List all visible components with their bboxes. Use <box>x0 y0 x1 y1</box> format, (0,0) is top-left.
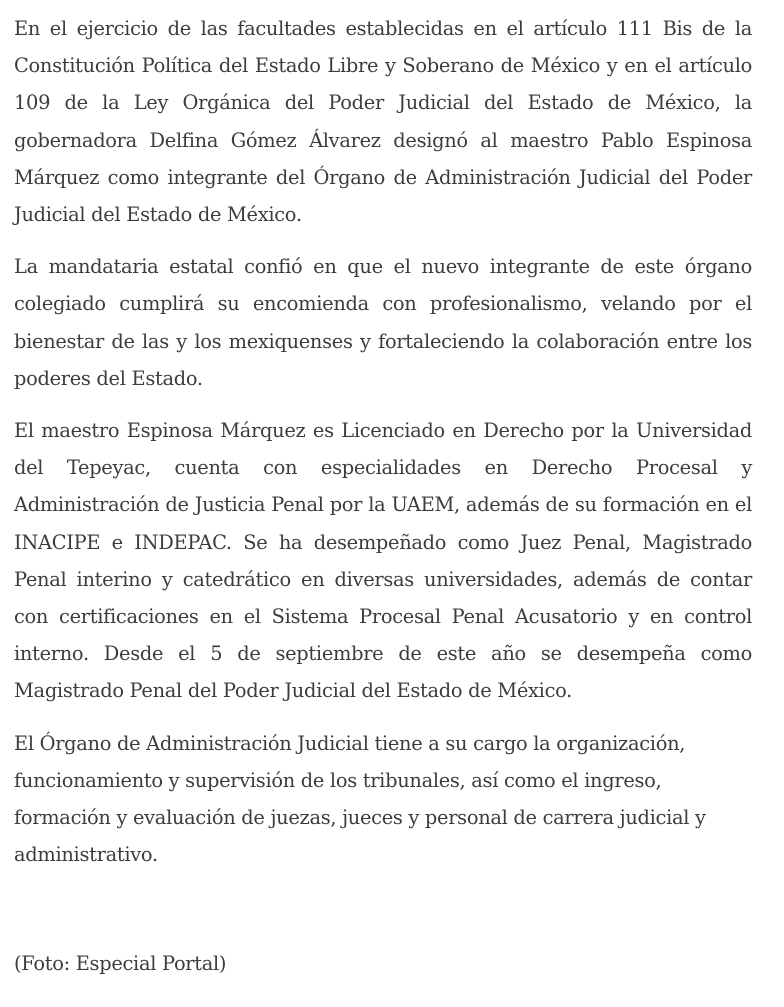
paragraph-organ-duties: El Órgano de Administración Judicial tiene a su cargo la organización, funcionamiento y supervisión de los tribunales, así como el ingreso, formación y evaluación de juezas, jueces y personal de carrera judicial y administrativo. <box>14 731 706 867</box>
article-body <box>14 10 752 888</box>
photo-credit: (Foto: Especial Portal) <box>14 952 227 975</box>
paragraph-designation: En el ejercicio de las facultades establecidas en el artículo 111 Bis de la Constitución Política del Estado Libre y Soberano de México y en el artículo 109 de la Ley Orgánica del Poder Judicial del Estado de México, la gobernadora Delfina Gómez Álvarez designó al maestro Pablo Espinosa Márquez como integrante del Órgano de Administración Judicial del Poder Judicial del Estado de México. <box>14 17 752 227</box>
paragraph-governor-statement: La mandataria estatal confió en que el nuevo integrante de este órgano colegiado cumplirá su encomienda con profesionalismo, velando por el bienestar de las y los mexiquenses y fortaleciendo la colaboración entre los poderes del Estado. <box>14 255 752 390</box>
paragraph-biography: El maestro Espinosa Márquez es Licenciado en Derecho por la Universidad del Tepeyac, cuenta con especialidades en Derecho Procesal y Administración de Justicia Penal por la UAEM, además de su formación en el INACIPE e INDEPAC. Se ha desempeñado como Juez Penal, Magistrado Penal interino y catedrático en diversas universidades, además de contar con certificaciones en el Sistema Procesal Penal Acusatorio y en control interno. Desde el 5 de septiembre de este año se desempeña como Magistrado Penal del Poder Judicial del Estado de México. <box>14 419 752 703</box>
